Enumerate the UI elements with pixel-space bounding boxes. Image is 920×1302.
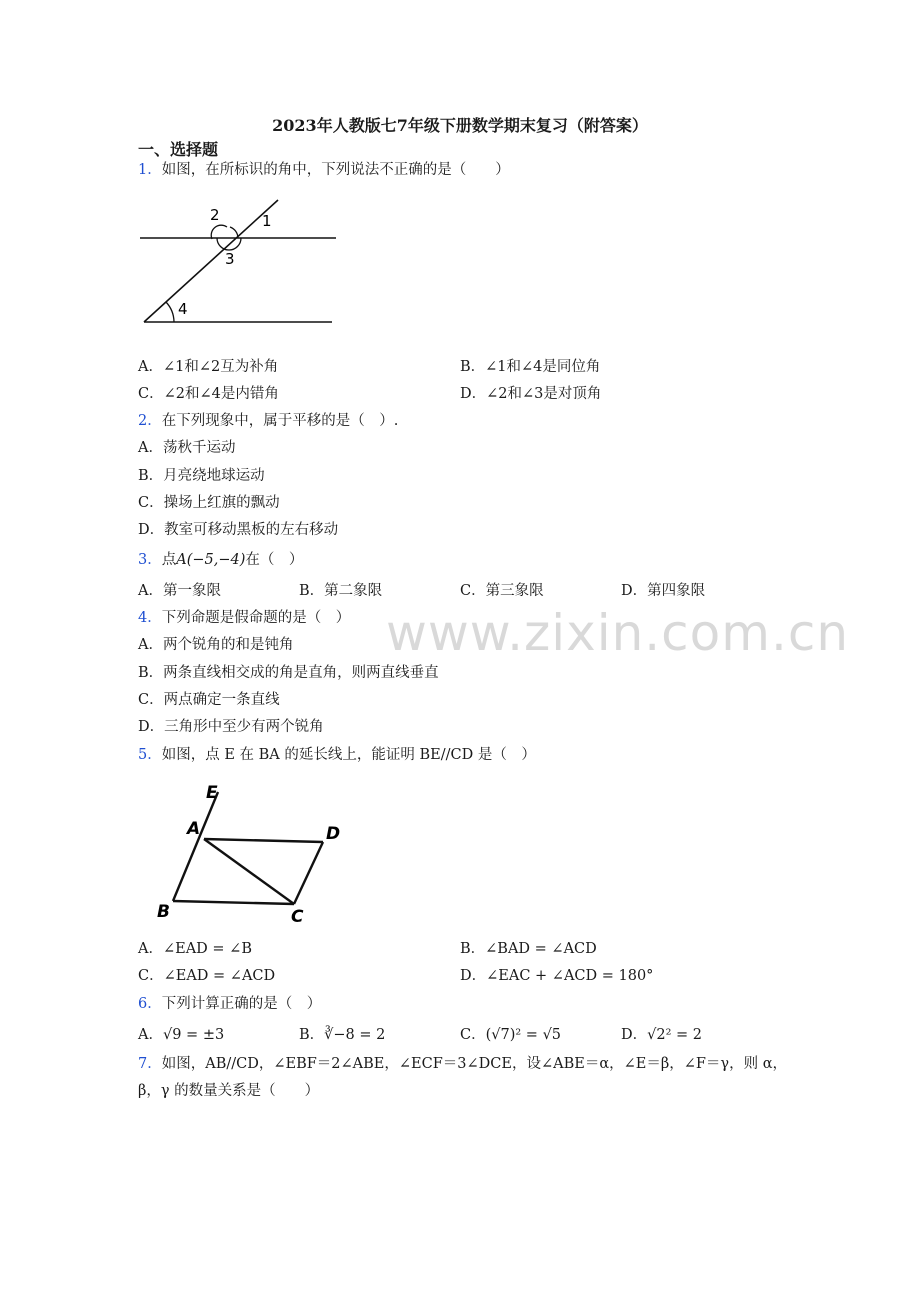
label-e: E [206,783,218,803]
question-number: 1． [138,162,162,178]
question-number: 6． [138,996,162,1012]
q3-option-c: C．第三象限 [460,583,544,599]
q2-option-c: C．操场上红旗的飘动 [138,495,280,511]
q6-option-d [621,1025,702,1045]
q6-option-b [299,1025,385,1045]
option-math: √2² = 2 [647,1027,703,1043]
question-text-post: 在（ ） [245,552,304,568]
label-3: 3 [225,250,235,268]
q2-option-b: B．月亮绕地球运动 [138,468,265,484]
question-7 [138,1054,787,1074]
q5-option-b: B．∠BAD = ∠ACD [460,941,597,957]
label-c: C [291,907,304,927]
option-label: B． [299,1027,325,1043]
q1-option-a: A．∠1和∠2互为补角 [138,359,279,375]
question-7-continued: β，γ 的数量关系是（ ） [138,1083,320,1099]
question-5 [138,745,536,765]
question-text: 如图，在所标识的角中，下列说法不正确的是（ ） [161,162,510,178]
question-6 [138,994,321,1014]
label-b: B [157,902,170,922]
question-number: 7． [138,1056,162,1072]
line-dc [294,842,323,904]
q3-option-b: B．第二象限 [299,583,383,599]
angle-arc-1 [230,227,238,238]
question-number: 4． [138,610,162,626]
question-number: 2． [138,413,162,429]
line-ac [204,839,294,904]
question-text: 在下列现象中，属于平移的是（ ）. [161,413,399,429]
option-math: ∛−8 = 2 [324,1027,386,1043]
q4-option-b: B．两条直线相交成的角是直角，则两直线垂直 [138,665,439,681]
angle-arc-4 [166,302,174,322]
angle-arc-2 [211,225,227,239]
q2-option-d: D．教室可移动黑板的左右移动 [138,522,339,538]
question-text: 如图，点 E 在 BA 的延长线上，能证明 BE//CD 是（ ） [161,747,536,763]
q4-option-a: A．两个锐角的和是钝角 [138,637,294,653]
q6-option-c [460,1025,561,1045]
q4-option-d: D．三角形中至少有两个锐角 [138,719,324,735]
q1-option-b: B．∠1和∠4是同位角 [460,359,601,375]
q2-option-a: A．荡秋千运动 [138,440,236,456]
section-heading: 一、选择题 [138,140,219,159]
q5-option-c: C．∠EAD = ∠ACD [138,968,276,984]
option-math: √9 = ±3 [162,1027,225,1043]
label-a: A [187,819,201,839]
question-4 [138,608,350,628]
q1-option-d: D．∠2和∠3是对顶角 [460,386,602,402]
point-math: A(−5,−4) [176,552,246,568]
question-2 [138,411,398,431]
option-label: C． [460,1027,486,1043]
question-text: 下列计算正确的是（ ） [161,996,322,1012]
option-label: D． [621,1027,648,1043]
page-title: 2023年人教版七7年级下册数学期末复习（附答案） [272,116,648,135]
question-3 [138,550,303,570]
label-1: 1 [262,212,272,230]
question-text: 如图，AB//CD，∠EBF＝2∠ABE，∠ECF＝3∠DCE，设∠ABE＝α，∠E＝β，∠F＝γ，则 α， [161,1056,788,1072]
option-label: A． [138,1027,163,1043]
label-2: 2 [210,206,220,224]
q1-option-c: C．∠2和∠4是内错角 [138,386,279,402]
line-ad [204,839,323,842]
line-eb [173,792,218,901]
question-number: 5． [138,747,162,763]
question-1 [138,160,510,180]
q3-option-d: D．第四象限 [621,583,706,599]
q5-option-d: D．∠EAC + ∠ACD = 180° [460,968,654,984]
figure-parallelogram [150,776,360,928]
label-4: 4 [178,300,188,318]
figure-angles [130,196,350,331]
q3-option-a: A．第一象限 [138,583,221,599]
question-text: 下列命题是假命题的是（ ） [161,610,351,626]
option-math: (√7)² = √5 [485,1027,562,1043]
watermark-text: www.zixin.com.cn [386,604,850,662]
line-bc [173,901,294,904]
label-d: D [326,824,341,844]
question-text-pre: 点 [161,552,177,568]
q6-option-a [138,1025,224,1045]
q4-option-c: C．两点确定一条直线 [138,692,280,708]
q5-option-a: A．∠EAD = ∠B [138,941,252,957]
question-number: 3． [138,552,162,568]
